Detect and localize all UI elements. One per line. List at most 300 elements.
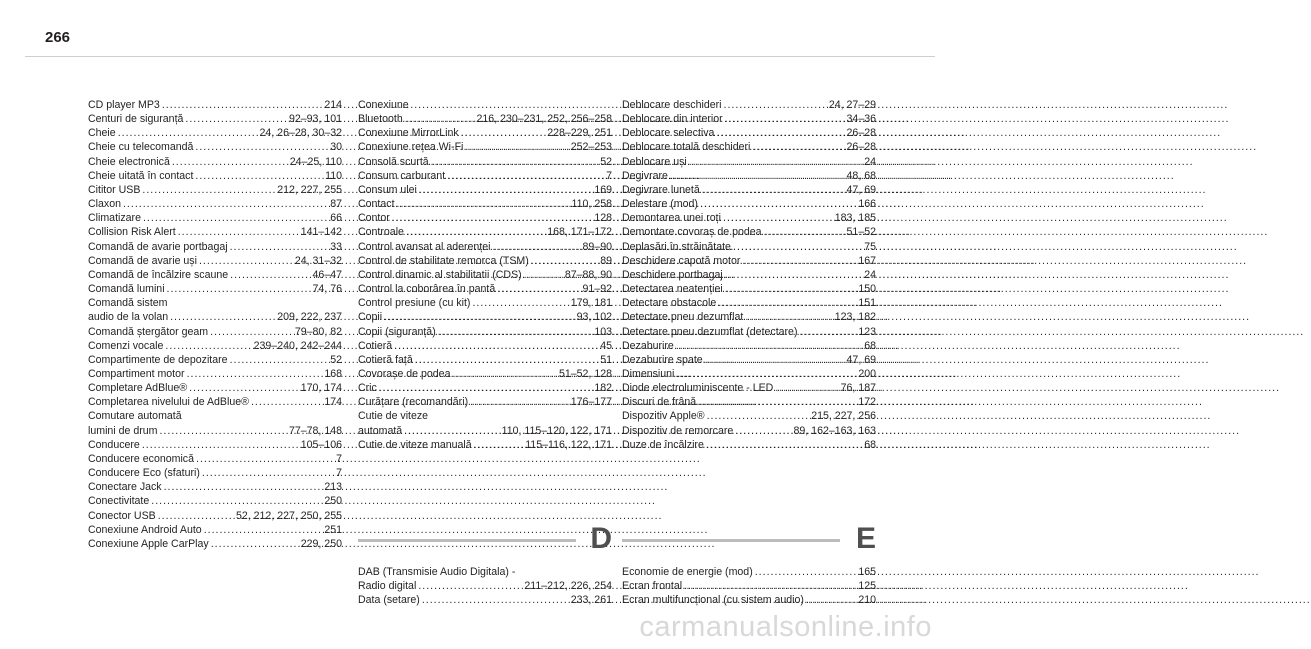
index-term: Detectarea neatenției <box>622 283 723 296</box>
index-term: Consum carburant <box>358 169 446 182</box>
index-entry <box>88 424 342 438</box>
index-entry <box>622 169 876 183</box>
index-entry <box>358 240 612 254</box>
dot-leader <box>733 240 862 254</box>
index-entry <box>358 126 612 140</box>
index-entry <box>88 310 342 324</box>
dot-leader <box>524 268 563 282</box>
index-entry <box>88 339 342 353</box>
page-reference: 52 <box>330 353 342 366</box>
dot-leader <box>775 381 838 395</box>
index-entry <box>622 310 876 324</box>
index-entry-heading: DAB (Transmisie Audio Digitala) - <box>358 566 516 578</box>
dot-leader <box>172 155 288 169</box>
page-reference: 110 <box>325 169 342 182</box>
dot-leader <box>724 98 827 112</box>
page-reference: 216, 230–231, 252, 256–258 <box>476 113 612 126</box>
index-entry <box>622 593 876 607</box>
page-reference: 91–92 <box>582 283 612 296</box>
page-reference: 7 <box>336 452 342 465</box>
page-reference: 200 <box>858 367 876 380</box>
index-term: Comenzi vocale <box>88 339 164 352</box>
dot-leader <box>725 268 863 282</box>
dot-leader <box>406 225 545 239</box>
index-term: Degivrare lunetă <box>622 183 700 196</box>
dot-leader <box>404 424 499 438</box>
index-term: Data (setare) <box>358 594 420 607</box>
page-reference: 170, 174 <box>300 382 342 395</box>
index-entry <box>88 197 342 211</box>
index-entry <box>358 353 612 367</box>
index-term: Dezaburire spate <box>622 353 703 366</box>
index-term: Radio digital <box>358 580 417 593</box>
dot-leader <box>447 169 604 183</box>
page-reference: 125 <box>858 580 876 593</box>
index-entry-heading: Cutie de viteze <box>358 410 429 423</box>
dot-leader <box>164 480 323 494</box>
page-reference: 229, 250 <box>300 537 342 550</box>
index-entry <box>358 112 612 126</box>
dot-leader <box>716 126 844 140</box>
index-term: automată <box>358 424 403 437</box>
index-entry <box>358 268 612 282</box>
index-entry <box>88 381 342 395</box>
index-entry <box>88 325 342 339</box>
index-term: Controale <box>358 226 404 239</box>
page-reference: 46–47 <box>312 268 342 281</box>
page-reference: 174 <box>324 396 342 409</box>
index-entry <box>358 325 612 339</box>
dot-leader <box>806 593 856 607</box>
dot-leader <box>670 169 845 183</box>
section-letter: D <box>590 522 612 555</box>
page-reference: 179, 181 <box>570 297 612 310</box>
page-reference: 51–52, 128 <box>558 367 612 380</box>
dot-leader <box>189 381 299 395</box>
index-term: Cric <box>358 382 377 395</box>
dot-leader <box>143 211 328 225</box>
page-reference: 169 <box>594 183 612 196</box>
dot-leader <box>195 140 328 154</box>
page-reference: 52, 212, 227, 250, 255 <box>235 509 342 522</box>
page-reference: 89 <box>600 254 612 267</box>
index-entry <box>358 169 612 183</box>
section-letter: E <box>855 522 876 555</box>
dot-leader <box>196 452 334 466</box>
section-rule <box>622 539 840 542</box>
index-term: Cheie cu telecomandă <box>88 141 194 154</box>
index-term: Contor <box>358 212 390 225</box>
page-reference: 239–240, 242–244 <box>253 339 342 352</box>
dot-leader <box>723 211 833 225</box>
index-term: Covorașe de podea <box>358 367 451 380</box>
index-term: Deblocare din interior <box>622 113 723 126</box>
page-reference: 47, 69 <box>846 183 876 196</box>
index-term: Cheie uitată în contact <box>88 169 194 182</box>
index-entry <box>358 197 612 211</box>
index-term: Dispozitiv de remorcare <box>622 424 734 437</box>
page-reference: 24–25, 110 <box>289 155 342 168</box>
page-reference: 68 <box>864 438 876 451</box>
index-term: Consum ulei <box>358 183 417 196</box>
page-reference: 26–28 <box>846 141 876 154</box>
index-term: Cotieră față <box>358 353 413 366</box>
page-reference: 115–116, 122, 171 <box>525 438 612 451</box>
dot-leader <box>170 310 275 324</box>
page-reference: 24, 31–32 <box>294 254 342 267</box>
index-entry-heading: Comandă sistem <box>88 297 168 310</box>
dot-leader <box>706 438 862 452</box>
page-number: 266 <box>45 29 71 46</box>
index-term: Copii (siguranță) <box>358 325 436 338</box>
page-reference: 215, 227, 256 <box>811 410 876 423</box>
index-term: Conexiune MirrorLink <box>358 127 459 140</box>
index-entry <box>622 98 876 112</box>
section-e-entries <box>622 565 876 607</box>
index-entry <box>358 296 612 310</box>
index-entry <box>622 565 876 579</box>
dot-leader <box>764 225 845 239</box>
index-term: Conducere <box>88 438 140 451</box>
page-reference: 76, 187 <box>840 382 876 395</box>
dot-leader <box>745 310 832 324</box>
index-term: Discuri de frână <box>622 396 697 409</box>
index-term: Control avansat al aderenței <box>358 240 491 253</box>
index-term: Collision Risk Alert <box>88 226 176 239</box>
index-term: Cititor USB <box>88 183 141 196</box>
watermark: carmanualsonline.info <box>639 611 932 643</box>
index-term: Deblocare deschideri <box>622 99 722 111</box>
index-term: Curățare (recomandări) <box>358 396 469 409</box>
index-entry <box>622 183 876 197</box>
index-entry <box>622 395 876 409</box>
page-reference: 128 <box>594 212 612 225</box>
index-term: Dispozitiv Apple® <box>622 410 705 423</box>
dot-leader <box>725 282 857 296</box>
index-entry <box>622 381 876 395</box>
page-reference: 89–90 <box>582 240 612 253</box>
dot-leader <box>230 268 310 282</box>
index-term: Comandă ștergător geam <box>88 325 209 338</box>
index-term: Deblocare totală deschideri <box>622 141 751 154</box>
page-reference: 24, 26–28, 30–32 <box>259 127 342 140</box>
index-entry <box>88 480 342 494</box>
page-reference: 110, 258 <box>571 198 612 211</box>
index-term: Demontare covoraș de podea <box>622 226 762 239</box>
section-d-entries <box>358 565 612 607</box>
dot-leader <box>162 98 322 112</box>
dot-leader <box>187 367 323 381</box>
dot-leader <box>718 296 856 310</box>
index-term: Cutie de viteze manuală <box>358 438 472 451</box>
index-term: Deblocare uși <box>622 155 687 168</box>
index-term: Conector USB <box>88 509 156 522</box>
section-header-d <box>358 522 612 556</box>
dot-leader <box>742 254 856 268</box>
index-entry <box>88 211 342 225</box>
index-entry <box>358 155 612 169</box>
index-term: Comandă lumini <box>88 283 165 296</box>
page-reference: 228–229, 251 <box>547 127 612 140</box>
page-reference: 45 <box>600 339 612 352</box>
index-entry <box>88 537 342 551</box>
index-term: Deschidere capotă motor <box>622 254 741 267</box>
index-entry <box>622 112 876 126</box>
index-term: Consolă scurtă <box>358 155 429 168</box>
index-term: Conectivitate <box>88 495 150 508</box>
index-entry <box>358 367 612 381</box>
page-reference: 165 <box>858 566 876 578</box>
page-reference: 166 <box>858 198 876 211</box>
index-entry <box>622 268 876 282</box>
dot-leader <box>422 593 569 607</box>
page-reference: 89, 162–163, 163 <box>793 424 876 437</box>
page-reference: 66 <box>330 212 342 225</box>
page-reference: 209, 222, 237 <box>277 311 342 324</box>
index-term: Control dinamic al stabilitatii (CDS) <box>358 268 522 281</box>
index-entry <box>622 438 876 452</box>
page-reference: 79–80, 82 <box>294 325 342 338</box>
dot-leader <box>204 523 323 537</box>
page-reference: 123 <box>858 325 876 338</box>
dot-leader <box>167 282 311 296</box>
index-entry <box>88 126 342 140</box>
index-entry <box>358 282 612 296</box>
index-entry <box>622 240 876 254</box>
index-term: Climatizare <box>88 212 141 225</box>
index-entry <box>88 240 342 254</box>
page-reference: 51 <box>600 353 612 366</box>
dot-leader <box>702 183 845 197</box>
dot-leader <box>123 197 328 211</box>
index-entry <box>88 98 342 112</box>
index-entry <box>622 211 876 225</box>
index-entry <box>622 254 876 268</box>
index-term: Delestare (mod) <box>622 198 698 211</box>
page-reference: 87–88, 90 <box>564 268 612 281</box>
index-entry <box>622 140 876 154</box>
index-entry <box>358 395 612 409</box>
index-column-1 <box>88 98 342 551</box>
index-entry <box>88 494 342 508</box>
page-reference: 141–142 <box>300 226 342 239</box>
index-entry <box>88 353 342 367</box>
page-reference: 77–78, 148 <box>288 424 342 437</box>
index-entry <box>358 310 612 324</box>
page-reference: 214 <box>324 99 342 111</box>
dot-leader <box>195 169 323 183</box>
index-entry <box>88 183 342 197</box>
index-entry <box>88 509 342 523</box>
index-entry <box>88 438 342 452</box>
page-reference: 182 <box>594 382 612 395</box>
page-reference: 183, 185 <box>834 212 876 225</box>
index-entry <box>358 211 612 225</box>
index-entry <box>358 254 612 268</box>
index-entry <box>88 254 342 268</box>
page-reference: 250 <box>324 495 342 508</box>
index-term: CD player MP3 <box>88 99 160 111</box>
page-reference: 33 <box>330 240 342 253</box>
index-term: Deplasări în străinătate <box>622 240 731 253</box>
dot-leader <box>405 112 475 126</box>
index-term: Ecran multifuncțional (cu sistem audio) <box>622 594 804 607</box>
index-term: Contact <box>358 198 395 211</box>
page-reference: 172 <box>858 396 876 409</box>
dot-leader <box>676 339 862 353</box>
index-term: Detectare pneu dezumflat (detectare) <box>622 325 798 338</box>
dot-leader <box>431 155 599 169</box>
page-reference: 233, 261 <box>570 594 612 607</box>
index-term: Degivrare <box>622 169 668 182</box>
page-reference: 87 <box>330 198 342 211</box>
index-entry <box>358 579 612 593</box>
index-term: Conducere Eco (sfaturi) <box>88 467 200 480</box>
index-term: Deschidere portbagaj <box>622 268 723 281</box>
page-reference: 103 <box>594 325 612 338</box>
index-term: Comandă de încălzire scaune <box>88 268 229 281</box>
page-reference: 176–177 <box>570 396 612 409</box>
dot-leader <box>379 381 592 395</box>
dot-leader <box>211 537 299 551</box>
page-reference: 150 <box>858 283 876 296</box>
dot-leader <box>251 395 322 409</box>
index-entry <box>88 225 342 239</box>
index-term: Ecran frontal <box>622 580 683 593</box>
dot-leader <box>159 424 286 438</box>
index-term: Conexiune Android Auto <box>88 523 202 536</box>
page-reference: 52 <box>600 155 612 168</box>
page-reference: 93, 102 <box>576 311 612 324</box>
dot-leader <box>725 112 845 126</box>
index-term: Diode electroluminiscente - LED <box>622 382 774 395</box>
dot-leader <box>418 579 522 593</box>
index-term: Compartiment motor <box>88 367 185 380</box>
index-term: Dimensiuni <box>622 367 675 380</box>
index-term: Economie de energie (mod) <box>622 566 753 578</box>
dot-leader <box>707 409 810 423</box>
index-term: audio de la volan <box>88 311 169 324</box>
dot-leader <box>755 565 857 579</box>
index-entry <box>88 452 342 466</box>
index-term: Control de stabilitate remorca (TSM) <box>358 254 529 267</box>
dot-leader <box>230 240 329 254</box>
top-divider <box>25 56 935 57</box>
index-entry-heading: Comutare automată <box>88 410 182 423</box>
index-term: Control presiune (cu kit) <box>358 297 471 310</box>
dot-leader <box>158 509 234 523</box>
index-term: Completarea nivelului de AdBlue® <box>88 396 249 409</box>
dot-leader <box>676 367 856 381</box>
page-reference: 92–93, 101 <box>288 113 342 126</box>
index-entry <box>358 424 612 438</box>
dot-leader <box>392 211 593 225</box>
index-term: Control la coborârea în pantă <box>358 283 496 296</box>
dot-leader <box>210 325 293 339</box>
index-term: Dezaburire <box>622 339 674 352</box>
dot-leader <box>461 126 546 140</box>
index-entry <box>622 579 876 593</box>
dot-leader <box>472 296 568 310</box>
index-entry <box>622 126 876 140</box>
dot-leader <box>493 240 581 254</box>
page-reference: 167 <box>858 254 876 267</box>
page-reference: 110, 115–120, 122, 171 <box>501 424 612 437</box>
index-term: Detectare pneu dezumflat <box>622 311 744 324</box>
page-reference: 251 <box>324 523 342 536</box>
page-reference: 24, 27–29 <box>828 99 876 111</box>
section-rule <box>358 539 576 542</box>
page-reference: 7 <box>606 169 612 182</box>
index-entry <box>358 438 612 452</box>
page-reference: 74, 76 <box>312 283 342 296</box>
page-reference: 212, 227, 255 <box>277 183 342 196</box>
index-term: Conducere economică <box>88 452 194 465</box>
index-term: Compartimente de depozitare <box>88 353 228 366</box>
dot-leader <box>689 155 862 169</box>
page-reference: 30 <box>330 141 342 154</box>
page-reference: 213 <box>324 481 342 494</box>
dot-leader <box>118 126 258 140</box>
index-entry <box>358 381 612 395</box>
page-reference: 34–36 <box>846 113 876 126</box>
index-term: Copii <box>358 311 383 324</box>
page-reference: 48, 68 <box>846 169 876 182</box>
index-entry <box>358 183 612 197</box>
index-term: Conexiune Apple CarPlay <box>88 537 209 550</box>
index-term: Detectare obstacole <box>622 297 717 310</box>
page-reference: 252–253 <box>570 141 612 154</box>
index-term: Duze de încălzire <box>622 438 704 451</box>
index-term: Comandă de avarie uși <box>88 254 197 267</box>
index-entry <box>622 282 876 296</box>
page-reference: 123, 182 <box>834 311 876 324</box>
index-column-2 <box>358 98 612 452</box>
index-entry <box>88 367 342 381</box>
dot-leader <box>178 225 299 239</box>
index-entry <box>622 296 876 310</box>
page-reference: 26–28 <box>846 127 876 140</box>
index-term: Claxon <box>88 198 121 211</box>
index-entry <box>622 225 876 239</box>
index-term: Bluetooth <box>358 113 403 126</box>
index-entry <box>358 339 612 353</box>
index-entry <box>88 282 342 296</box>
dot-leader <box>799 325 856 339</box>
index-entry <box>88 169 342 183</box>
page-reference: 210 <box>858 594 876 607</box>
dot-leader <box>474 438 524 452</box>
section-header-e <box>622 522 876 556</box>
index-entry <box>622 424 876 438</box>
index-entry <box>358 593 612 607</box>
page-reference: 47, 69 <box>846 353 876 366</box>
page-reference: 105–106 <box>300 438 342 451</box>
page-reference: 7 <box>336 467 342 480</box>
index-entry <box>622 155 876 169</box>
index-term: Cotieră <box>358 339 393 352</box>
index-term: lumini de drum <box>88 424 158 437</box>
dot-leader <box>470 395 569 409</box>
index-entry <box>622 325 876 339</box>
dot-leader <box>397 197 570 211</box>
index-entry-heading: Conexiune <box>358 99 409 111</box>
index-entry <box>358 140 612 154</box>
dot-leader <box>199 254 293 268</box>
dot-leader <box>230 353 329 367</box>
index-term: Comandă de avarie portbagaj <box>88 240 228 253</box>
index-entry <box>88 466 342 480</box>
